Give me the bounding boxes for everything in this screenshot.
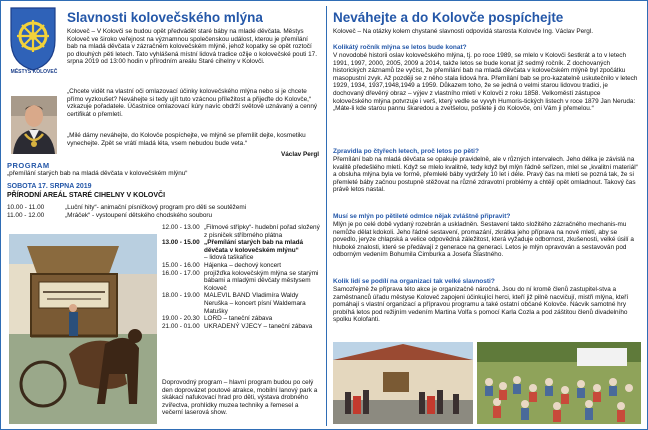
festival-crowd-photo (477, 342, 641, 424)
schedule-desc: „Filmové střípky“- hudební pořad složený z písniček stříbrného plátna (204, 224, 320, 239)
schedule-time: 13.00 - 15.00 (162, 239, 200, 247)
schedule-desc: MALEVIL BAND Vladimíra Waldy Neruška – koncert písní Waldemara Matušky (204, 292, 306, 315)
logo-caption: MĚSTYS KOLOVEČ (10, 69, 58, 75)
schedule-row (162, 315, 322, 323)
schedule-afternoon (162, 224, 322, 330)
left-column (7, 6, 319, 426)
schedule-time: 10.00 - 11.00 (7, 204, 45, 211)
schedule-time: 16.00 - 17.00 (162, 269, 200, 277)
schedule-time: 15.00 - 16.00 (162, 261, 200, 269)
schedule-row (7, 212, 319, 220)
program-venue: PŘÍRODNÍ AREÁL STARÉ CIHELNY V KOLOVČI (7, 192, 166, 199)
schedule-desc: „Přemílání starých bab na mladá děvčata v kolovečském mlýnu“ (204, 239, 304, 254)
schedule-desc: – lidová taškařice (204, 254, 254, 262)
schedule-row (162, 292, 322, 315)
schedule-row (162, 270, 322, 293)
program-date: SOBOTA 17. SRPNA 2019 (7, 183, 92, 190)
interview-question-3: Musí se mlýn po pětileté odmlce nějak zvláštně připravit? (333, 213, 511, 220)
schedule-desc: Hájenka – dechový koncert (204, 261, 282, 269)
schedule-time: 11.00 - 12.00 (7, 212, 45, 219)
mayor-portrait-photo (11, 96, 57, 154)
interview-answer-2: Přemílání bab na mladá děvčata se opakuje pravidelně, ale v různých intervalech. Jeho délka je závislá na kvalitě předešlého mletí. Když se mlelo kvalitně, tedy když byl mlýn řádně seřízen, mlel se „kvalitní materiál“ a obsluha mlýna byla ve formě, přemlelé báby vydržely 10 let i déle. Pravý čas na mletí se pozná tak, že si přemleté báby začnou postupně stěžovat na různé zdravotní problémy a chtějí opět omladnout. Takový čas právě letos nastal. (333, 156, 638, 194)
author-signature: Václav Pergl (280, 151, 319, 158)
article-quote-1: „Chcete vidět na vlastní oči omlazovací účinky kolovečského mlýna nebo si je chcete přímo vyzkoušet? Neváhejte si tedy ujít tuto vzácnou příležitost a přijeďte do Kolovče,“ vzkazuje pořadatele. Účastnice omlazovací kúry navíc obdrží světově uznávaný a cenný certifikát o přemletí. (67, 88, 318, 118)
schedule-row (162, 323, 322, 331)
interview-question-2: Zpravidla po čtyřech letech, proč letos po pěti? (333, 148, 479, 155)
right-column (326, 6, 644, 426)
festival-parade-photo (333, 342, 473, 424)
schedule-time: 12.00 - 13.00 (162, 224, 200, 231)
interview-question-4: Kolik lidí se podílí na organizaci tak velké slavnosti? (333, 278, 495, 285)
interview-answer-4: Samozřejmě že příprava této akce je organizačně náročná. Jsou do ní kromě členů zastupitel-stva a zaměstnanců úřadu městyse Koloveč zapojeni účinkující herci, kteří již pilně nacvičují, mistři mlýna, kteří pomáhají s vlastní organizací a přípravou programu a také ostatní občané Kolovče. Nácvik samotné hry probíhá letos pod režijním vedením Martina Volfa s pomocí Karla Cozla a pod záštitou členů divadelního spolku Kolofanti. (333, 286, 629, 324)
schedule-desc: „Mráček“ - vystoupení dětského chodského souboru (65, 212, 213, 219)
schedule-time: 18.00 - 19.00 (162, 292, 200, 300)
article-intro-left: Koloveč – V Kolovči se budou opět předvádět staré báby na mladé děvčata. Městys Koloveč ve široko veřejnost na významnou společenskou událost, kterou je přemílání bab na mladá děvčata v zázračném kolovečském mlýně, jehož kopatky se opět roztočí po dlouhých pěti letech. Tato vyhlášená místní lidová tradice ožije o kolovečské pouti 17. srpna 2019 od 13:00 hodin v přírodním areálu Staré cihelny v Kolovči. (67, 28, 317, 66)
schedule-time: 19.00 - 20.30 (162, 315, 200, 323)
interview-answer-1: V novodobé historii oslav kolovečského mlýna, tj. po roce 1989, se mlelo v Kolovči šestkrát a to v letech 1991, 1997, 2000, 2005, 2009 a 2014, takže letos se bude konat již sedmý ročník. Z dochovaných historických záznamů lze vyčíst, že přemílání bab na mladá děvčata v kolovečském mlýně byl zpočátku masopustní zvyk. Až později se z něho stala lidová hra. Přemílání bab se pro-kazatelně uskutečnilo v letech 1929, 1934, 1937,1948,1949 a 1959. Důkazem toho, že se jedná o velmi starou lidovou tradici, je dochovaný dřevěný obraz – výjev z vlastního mletí v Kolovči z roku 1858. Velkoměstí zástupce kolovečského mlýna potvrzuje i verš, který vedle se vyvyh Humoris-tických listech v roce 1879 Jan Neruda: „Máte-li kde starou pannu škaredou a zvetšelou, pošlete ji do Kolovče, oni Vám ji přemelou.“ (333, 52, 638, 113)
schedule-time (162, 254, 204, 262)
schedule-time: 21.00 - 01.00 (162, 322, 200, 330)
schedule-desc: LORD – taneční zábava (204, 315, 273, 323)
schedule-desc: „Luční hity“- animační písničkový program pro děti se soutěžemi (65, 204, 247, 211)
article-title-right: Neváhejte a do Kolovče pospíchejte (333, 10, 564, 25)
schedule-row-highlight (162, 239, 322, 254)
interview-answer-3: Mlýn je po celé době vydaný rozebrán a uskladněn. Sestavení takto složitého zázračného mechanis-mu nemůže dělat kdokoli. Jeho řádné sestavení, promazání, zkrátka jeho příprava na nové mletí, aby se povedlo, jeryze chlapská a velice odpovědná záležitost, která vyžaduje odbornost, zkušenosti, velké úsilí a hluboké znalosti, které se předávají z generace na generaci. Letos je mlýn opravován a sestavován pod odborným vedením Bohumila Cimburka a Josefa Šlastného. (333, 221, 634, 259)
schedule-row (162, 262, 322, 270)
mill-wagon-photo (9, 234, 157, 424)
schedule-morning (7, 204, 319, 220)
schedule-row (7, 204, 319, 212)
kolovec-coat-of-arms-logo (7, 6, 59, 74)
schedule-desc: projížďka kolovečským mlýna se starými bábami a mladými děvčaty městysem Koloveč (204, 269, 319, 292)
schedule-row (162, 254, 322, 262)
program-subtitle: „přemílání starých bab na mladá děvčata v kolovečském mlýnu“ (7, 170, 188, 177)
accompanying-program-note: Doprovodný program – hlavní program budou po celý den doprovázet poutové atrakce, mobilní lanový park a skákací nafukovací hrad pro děti, výstava drobného zvířectva, prohlídky muzea techniky a řemesel a večerní laserová show. (162, 379, 318, 417)
schedule-desc: UKRADENÝ VJECY – taneční zábava (204, 322, 313, 330)
article-title-left: Slavnosti kolovečského mlýna (67, 10, 263, 25)
article-intro-right: Koloveč – Na otázky kolem chystané slavnosti odpovídá starosta Kolovče Ing. Václav Pergl. (333, 28, 594, 35)
article-quote-2: „Milé dámy neváhejte, do Kolovče pospíchejte, ve mlýně se přemílit dejte, kosmetiku vynechejte. Zpět se vrátí mladá léta, vsem nebudou bude veta.“ (67, 132, 306, 147)
program-heading: PROGRAM (7, 161, 50, 170)
interview-question-1: Kolikátý ročník mlýna se letos bude konat? (333, 44, 467, 51)
schedule-row (162, 224, 322, 239)
